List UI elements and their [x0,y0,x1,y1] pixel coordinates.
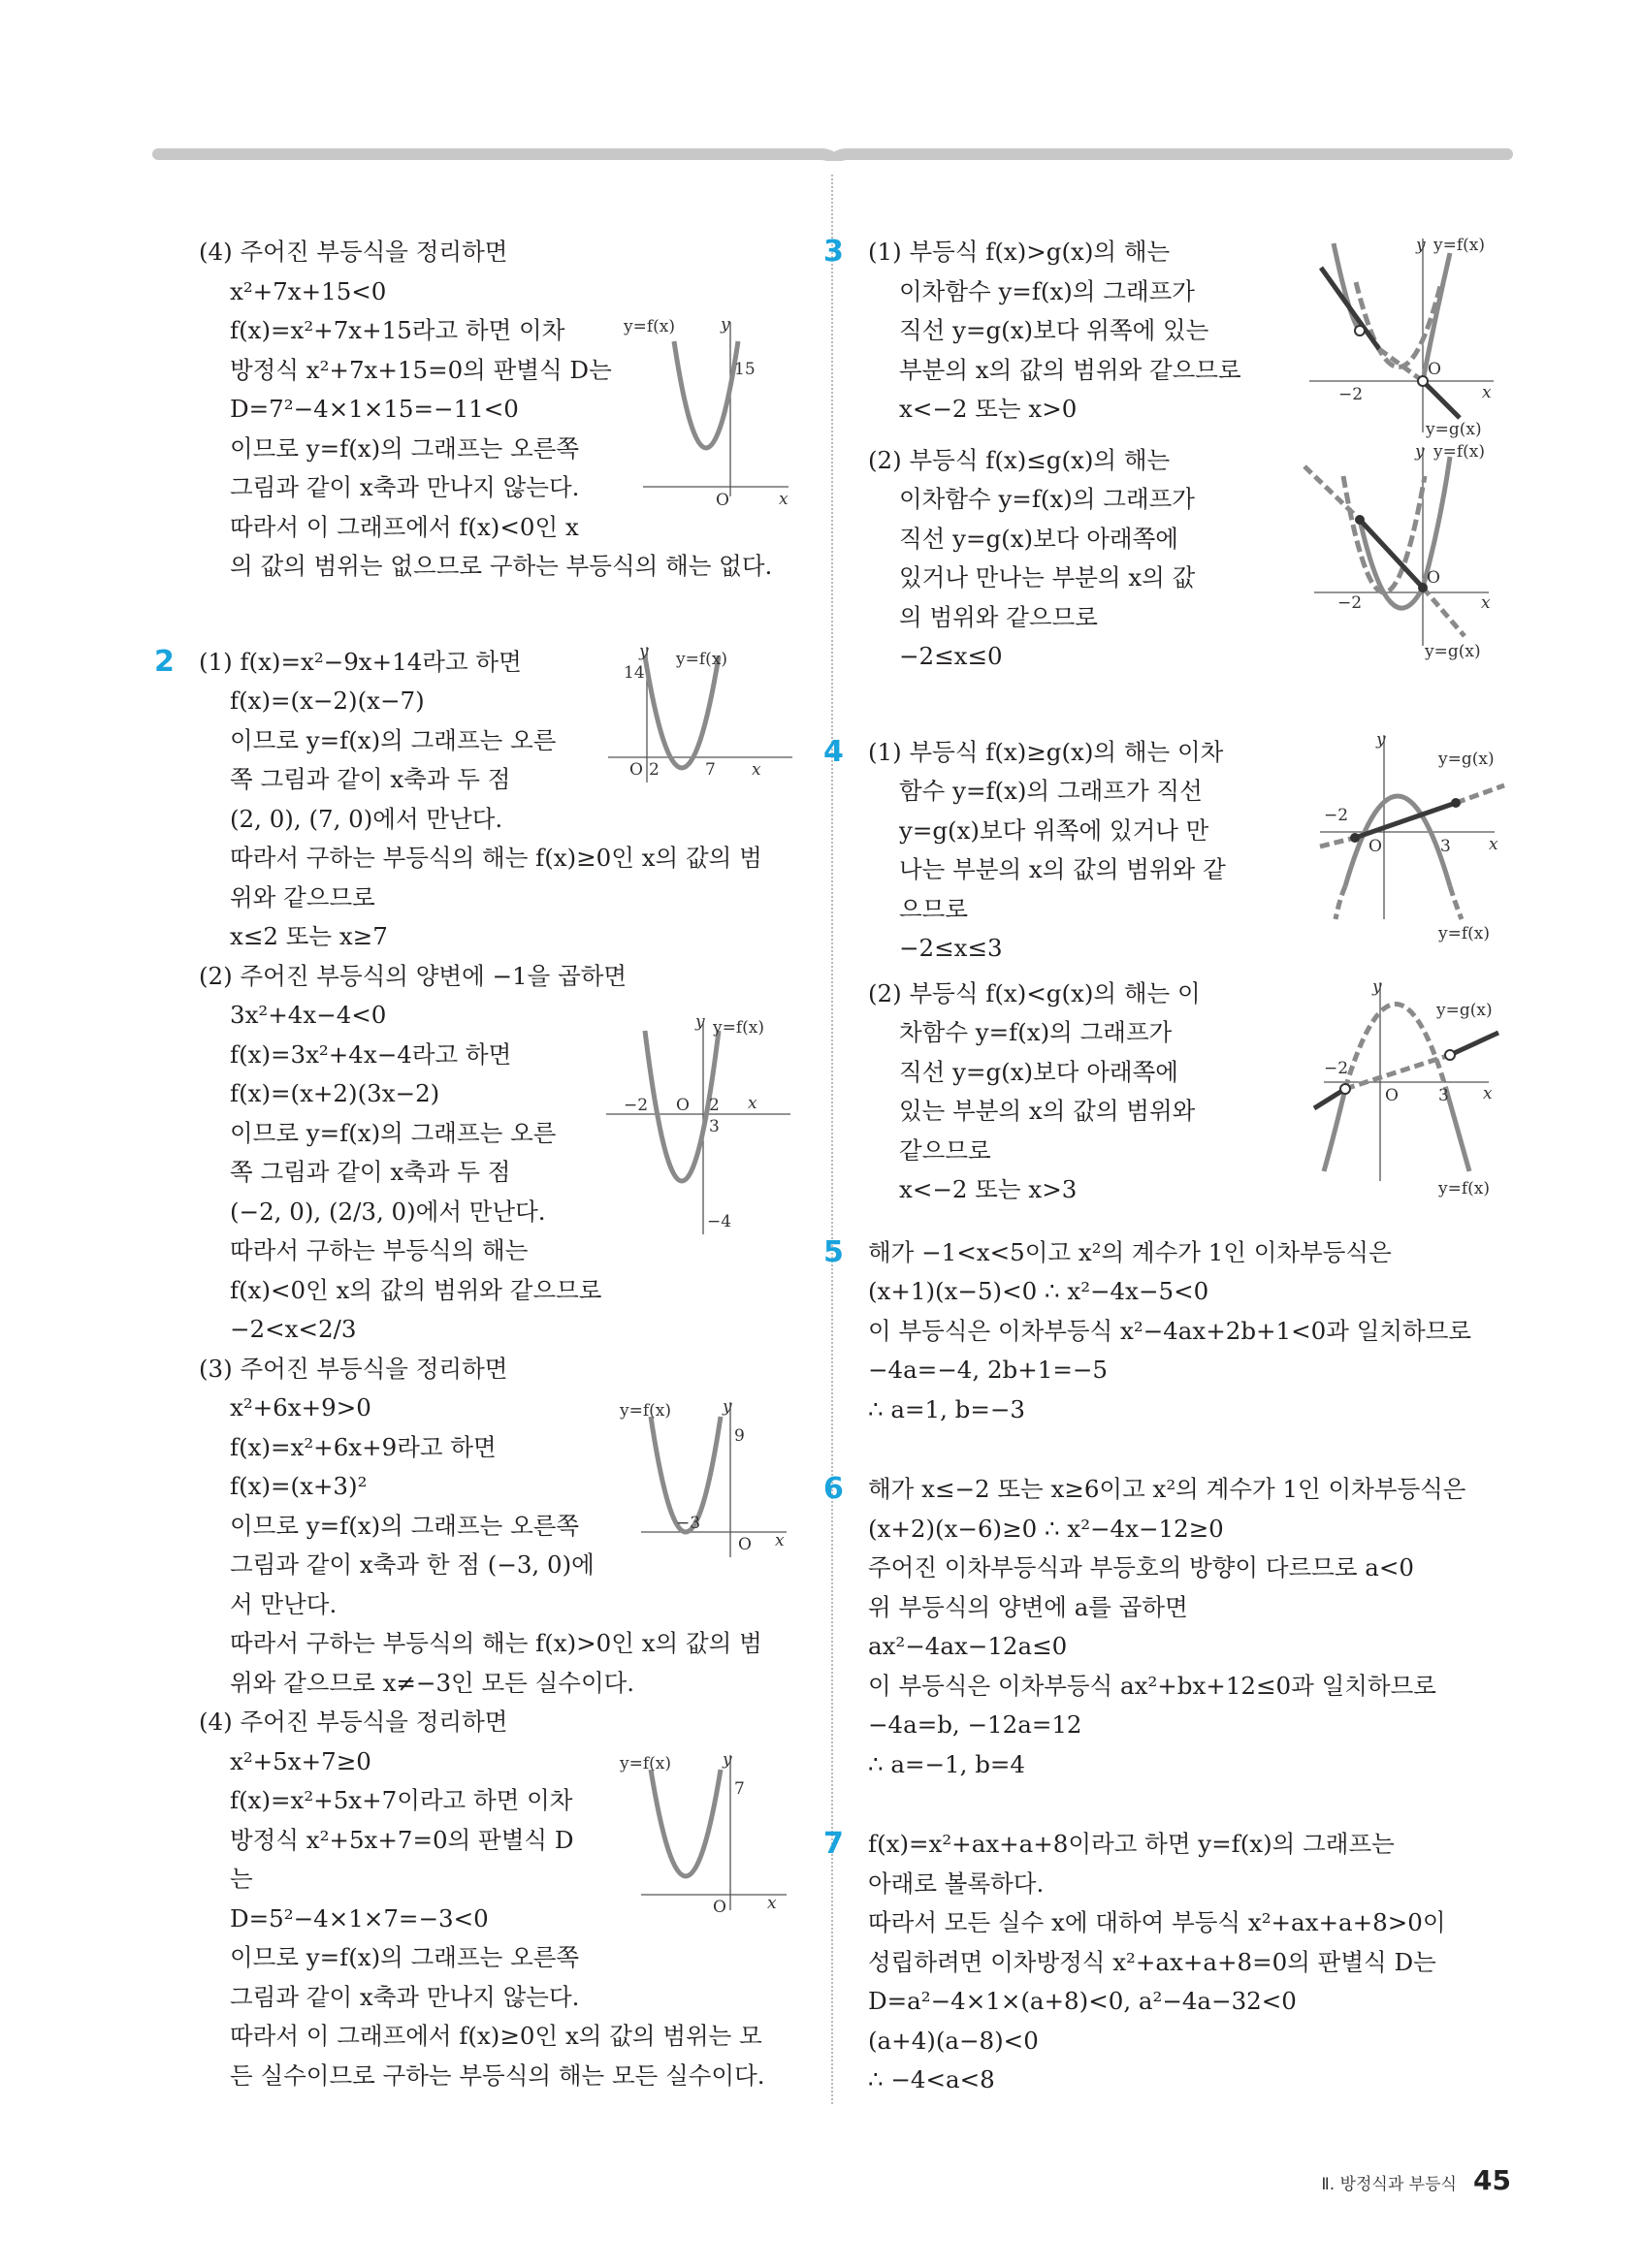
line: f(x)=x²+ax+a+8이라고 하면 y=f(x)의 그래프는 [868,1830,1395,1858]
y-label: y [1376,729,1386,750]
origin-label: O [629,759,643,780]
line: f(x)=x²+6x+9라고 하면 [230,1432,497,1461]
line: 쪽 그림과 같이 x축과 두 점 [230,765,511,793]
question-number: 2 [154,644,175,679]
line: 으므로 [899,894,969,923]
page-footer [1321,2164,1511,2196]
line: 방정식 x²+7x+15=0의 판별식 D는 [230,355,612,384]
line: 차함수 y=f(x)의 그래프가 [899,1018,1173,1046]
line: (x+1)(x−5)<0 ∴ x²−4x−5<0 [868,1277,1209,1305]
line: (2) 주어진 부등식의 양변에 −1을 곱하면 [199,961,628,990]
gx-label: y=g(x) [1438,749,1495,769]
root-numerator: 2 [709,1095,720,1115]
line: −4a=−4, 2b+1=−5 [868,1356,1108,1384]
line: x²+7x+15<0 [230,276,387,305]
line: 그림과 같이 x축과 만나지 않는다. [230,473,580,501]
line: f(x)=x²+7x+15라고 하면 이차 [230,316,565,344]
solution-2-1 [199,643,800,957]
solution-3 [823,233,1518,677]
solution-1-4 [199,233,800,587]
graph-2-1 [608,637,802,783]
line: (2, 0), (7, 0)에서 만난다. [230,804,503,833]
y-intercept-label: 14 [624,662,645,683]
line: (4) 주어진 부등식을 정리하면 [199,1708,508,1736]
line: (1) f(x)=x²−9x+14라고 하면 [199,647,522,676]
gx-label: y=g(x) [1436,1000,1493,1020]
line: f(x)=3x²+4x−4라고 하면 [230,1039,512,1069]
line: (1) 부등식 f(x)≥g(x)의 해는 이차 [868,737,1224,766]
x-label: x [752,759,761,780]
top-decorative-bar [151,147,1514,161]
root-label: 2 [649,759,660,780]
question-number: 4 [823,734,844,769]
y-intercept-label: −4 [707,1211,732,1231]
line: ∴ a=1, b=−3 [868,1394,1026,1423]
y-label: y [723,1750,732,1770]
line: 해가 −1<x<5이고 x²의 계수가 1인 이차부등식은 [868,1237,1392,1266]
line: 서 만난다. [230,1589,338,1618]
y-intercept-label: 15 [734,360,756,379]
line: 이차함수 y=f(x)의 그래프가 [899,276,1195,305]
origin-label: O [716,491,729,510]
line: D=7²−4×1×15=−11<0 [230,395,519,423]
graph-4-1 [1310,725,1524,948]
origin-label: O [676,1095,690,1115]
line: 주어진 이차부등식과 부등호의 방향이 다르므로 a<0 [868,1553,1414,1581]
x-label: x [775,1530,785,1550]
fx-label: y=f(x) [1433,236,1485,255]
fx-label: y=f(x) [624,317,675,336]
line: 그림과 같이 x축과 만나지 않는다. [230,1982,580,2011]
line: −4a=b, −12a=12 [868,1710,1082,1739]
line: 직선 y=g(x)보다 아래쪽에 [899,524,1178,553]
column-separator [831,175,833,2104]
question-number: 7 [823,1827,844,1861]
chapter-title: Ⅱ. 방정식과 부등식 [1321,2175,1457,2194]
root-label: 7 [705,759,716,780]
x-label: x [779,490,789,509]
solution-2-2 [199,957,800,1350]
line: 있거나 만나는 부분의 x의 값 [899,563,1196,591]
graph-2-2 [606,1011,800,1234]
minus-two-label: −2 [1324,805,1349,825]
line: 방정식 x²+5x+7=0의 판별식 D [230,1825,574,1854]
line: 직선 y=g(x)보다 아래쪽에 [899,1057,1178,1086]
line: 위 부등식의 양변에 a를 곱하면 [868,1592,1188,1621]
line: 이 부등식은 이차부등식 ax²+bx+12≤0과 일치하므로 [868,1671,1436,1700]
line: D=5²−4×1×7=−3<0 [230,1903,489,1933]
line: x≤2 또는 x≥7 [230,922,388,950]
line: f(x)=(x+3)² [230,1472,368,1500]
line: D=a²−4×1×(a+8)<0, a²−4a−32<0 [868,1987,1297,2015]
solution-4 [823,729,1518,1210]
x-label: x [767,1894,777,1913]
graph-2-4 [620,1745,796,1920]
line: ∴ −4<a<8 [868,2065,995,2093]
line: 3x²+4x−4<0 [230,1001,387,1029]
solution-5 [823,1233,1518,1430]
question-number: 3 [823,235,844,269]
line: 같으므로 [899,1135,991,1165]
x-label: x [1483,1083,1493,1103]
line: 성립하려면 이차방정식 x²+ax+a+8=0의 판별식 D는 [868,1947,1436,1976]
root-label: −2 [624,1095,649,1115]
solution-3-1 [868,233,1518,439]
line: 위와 같으므로 [230,882,375,911]
line: 따라서 이 그래프에서 f(x)<0인 x [230,512,579,541]
line: x<−2 또는 x>3 [899,1175,1078,1203]
line: (−2, 0), (2/3, 0)에서 만난다. [230,1197,546,1226]
solution-4-1 [868,729,1518,969]
line: 의 범위와 같으므로 [899,602,1098,631]
line: 이므로 y=f(x)의 그래프는 오른쪽 [230,1511,580,1540]
solution-4-2 [868,974,1518,1210]
x-label: x [1481,592,1491,613]
line: 따라서 모든 실수 x에 대하여 부등식 x²+ax+a+8>0이 [868,1908,1446,1936]
origin-label: O [713,1898,726,1917]
line: 이므로 y=f(x)의 그래프는 오른쪽 [230,433,580,463]
line: 이므로 y=f(x)의 그래프는 오른쪽 [230,1943,580,1971]
graph-4-2 [1295,973,1518,1196]
y-label: y [1416,236,1426,255]
fx-label: y=f(x) [1433,441,1485,462]
page-number: 45 [1473,2164,1511,2196]
left-column [154,233,800,2095]
line: 아래로 볼록하다. [868,1869,1045,1898]
line: 이므로 y=f(x)의 그래프는 오른 [230,725,557,754]
minus-two-label: −2 [1337,592,1363,613]
line: −2≤x≤0 [899,642,1003,670]
origin-label: O [1427,567,1440,588]
origin-label: O [1385,1085,1399,1105]
y-label: y [721,315,730,335]
line: f(x)=(x−2)(x−7) [230,687,425,715]
solution-2 [154,641,800,2096]
line: 함수 y=f(x)의 그래프가 직선 [899,777,1203,805]
fx-label: y=f(x) [676,649,727,669]
line: 있는 부분의 x의 값의 범위와 [899,1097,1196,1125]
line: x²+5x+7≥0 [230,1746,371,1775]
root-label: −3 [676,1513,701,1533]
line: f(x)=x²+5x+7이라고 하면 이차 [230,1786,573,1814]
graph-1-4 [624,312,798,510]
line: 나는 부분의 x의 값의 범위와 같 [899,855,1226,883]
line: 부분의 x의 값의 범위와 같으므로 [899,355,1241,384]
x-label: x [748,1093,757,1113]
origin-label: O [1368,836,1382,856]
origin-label: O [1428,360,1441,379]
solution-2-3 [199,1350,800,1704]
solution-7 [823,1825,1518,2100]
y-label: y [1415,441,1425,462]
line: (2) 부등식 f(x)≤g(x)의 해는 [868,445,1171,474]
y-intercept-label: 7 [734,1779,745,1799]
line: 쪽 그림과 같이 x축과 두 점 [230,1158,511,1186]
question-number: 6 [823,1472,844,1506]
line: ax²−4ax−12a≤0 [868,1632,1068,1660]
fx-label: y=f(x) [1438,1178,1490,1198]
three-label: 3 [1440,836,1451,856]
graph-3-2 [1295,437,1518,660]
line: 따라서 구하는 부등식의 해는 [230,1236,529,1264]
origin-label: O [738,1534,752,1554]
minus-two-label: −2 [1324,1058,1349,1078]
line: y=g(x)보다 위쪽에 있거나 만 [899,815,1209,845]
x-label: x [1482,383,1492,402]
line: (4) 주어진 부등식을 정리하면 [199,238,508,266]
line: 는 [230,1865,253,1893]
line: 해가 x≤−2 또는 x≥6이고 x²의 계수가 1인 이차부등식은 [868,1475,1466,1503]
minus-two-label: −2 [1338,385,1364,404]
y-label: y [695,1011,705,1032]
line: 든 실수이므로 구하는 부등식의 해는 모든 실수이다. [230,2060,765,2090]
line: x<−2 또는 x>0 [899,395,1078,423]
fx-label: y=f(x) [620,1754,671,1773]
line: ∴ a=−1, b=4 [868,1749,1026,1778]
three-label: 3 [1438,1085,1449,1105]
solution-2-4 [199,1703,800,2095]
line: f(x)<0인 x의 값의 범위와 같으므로 [230,1275,602,1304]
line: 이차함수 y=f(x)의 그래프가 [899,485,1195,513]
root-denominator: 3 [709,1116,720,1136]
line: 그림과 같이 x축과 한 점 (−3, 0)에 [230,1550,595,1579]
line: 이 부등식은 이차부등식 x²−4ax+2b+1<0과 일치하므로 [868,1316,1472,1345]
y-label: y [723,1396,732,1417]
line: x²+6x+9>0 [230,1393,371,1421]
line: (2) 부등식 f(x)<g(x)의 해는 이 [868,978,1201,1007]
y-label: y [639,641,649,661]
x-label: x [1489,834,1498,854]
line: (x+2)(x−6)≥0 ∴ x²−4x−12≥0 [868,1514,1224,1543]
line: 직선 y=g(x)보다 위쪽에 있는 [899,316,1209,344]
gx-label: y=g(x) [1425,641,1481,661]
solution-6 [823,1470,1518,1784]
line: 따라서 이 그래프에서 f(x)≥0인 x의 값의 범위는 모 [230,2022,762,2050]
gx-label: y=g(x) [1426,420,1482,439]
graph-2-3 [620,1392,796,1567]
line: (3) 주어진 부등식을 정리하면 [199,1354,508,1383]
line: 따라서 구하는 부등식의 해는 f(x)>0인 x의 값의 범 [230,1629,762,1657]
line: (a+4)(a−8)<0 [868,2026,1039,2055]
y-label: y [1372,976,1382,997]
y-intercept-label: 9 [734,1425,745,1446]
line: −2≤x≤3 [899,934,1003,962]
line: (1) 부등식 f(x)>g(x)의 해는 [868,238,1171,266]
fx-label: y=f(x) [620,1400,671,1421]
right-column [823,233,1518,2100]
line: 위와 같으므로 x≠−3인 모든 실수이다. [230,1668,635,1697]
question-number: 5 [823,1234,844,1269]
solution-3-2 [868,441,1518,677]
line: 이므로 y=f(x)의 그래프는 오른 [230,1118,557,1147]
line: 따라서 구하는 부등식의 해는 f(x)≥0인 x의 값의 범 [230,844,762,872]
graph-3-1 [1309,229,1523,442]
fx-label: y=f(x) [713,1017,764,1038]
fx-label: y=f(x) [1438,923,1490,943]
line: −2<x<2/3 [230,1315,357,1343]
line: f(x)=(x+2)(3x−2) [230,1079,440,1107]
line: 의 값의 범위는 없으므로 구하는 부등식의 해는 없다. [230,552,773,580]
